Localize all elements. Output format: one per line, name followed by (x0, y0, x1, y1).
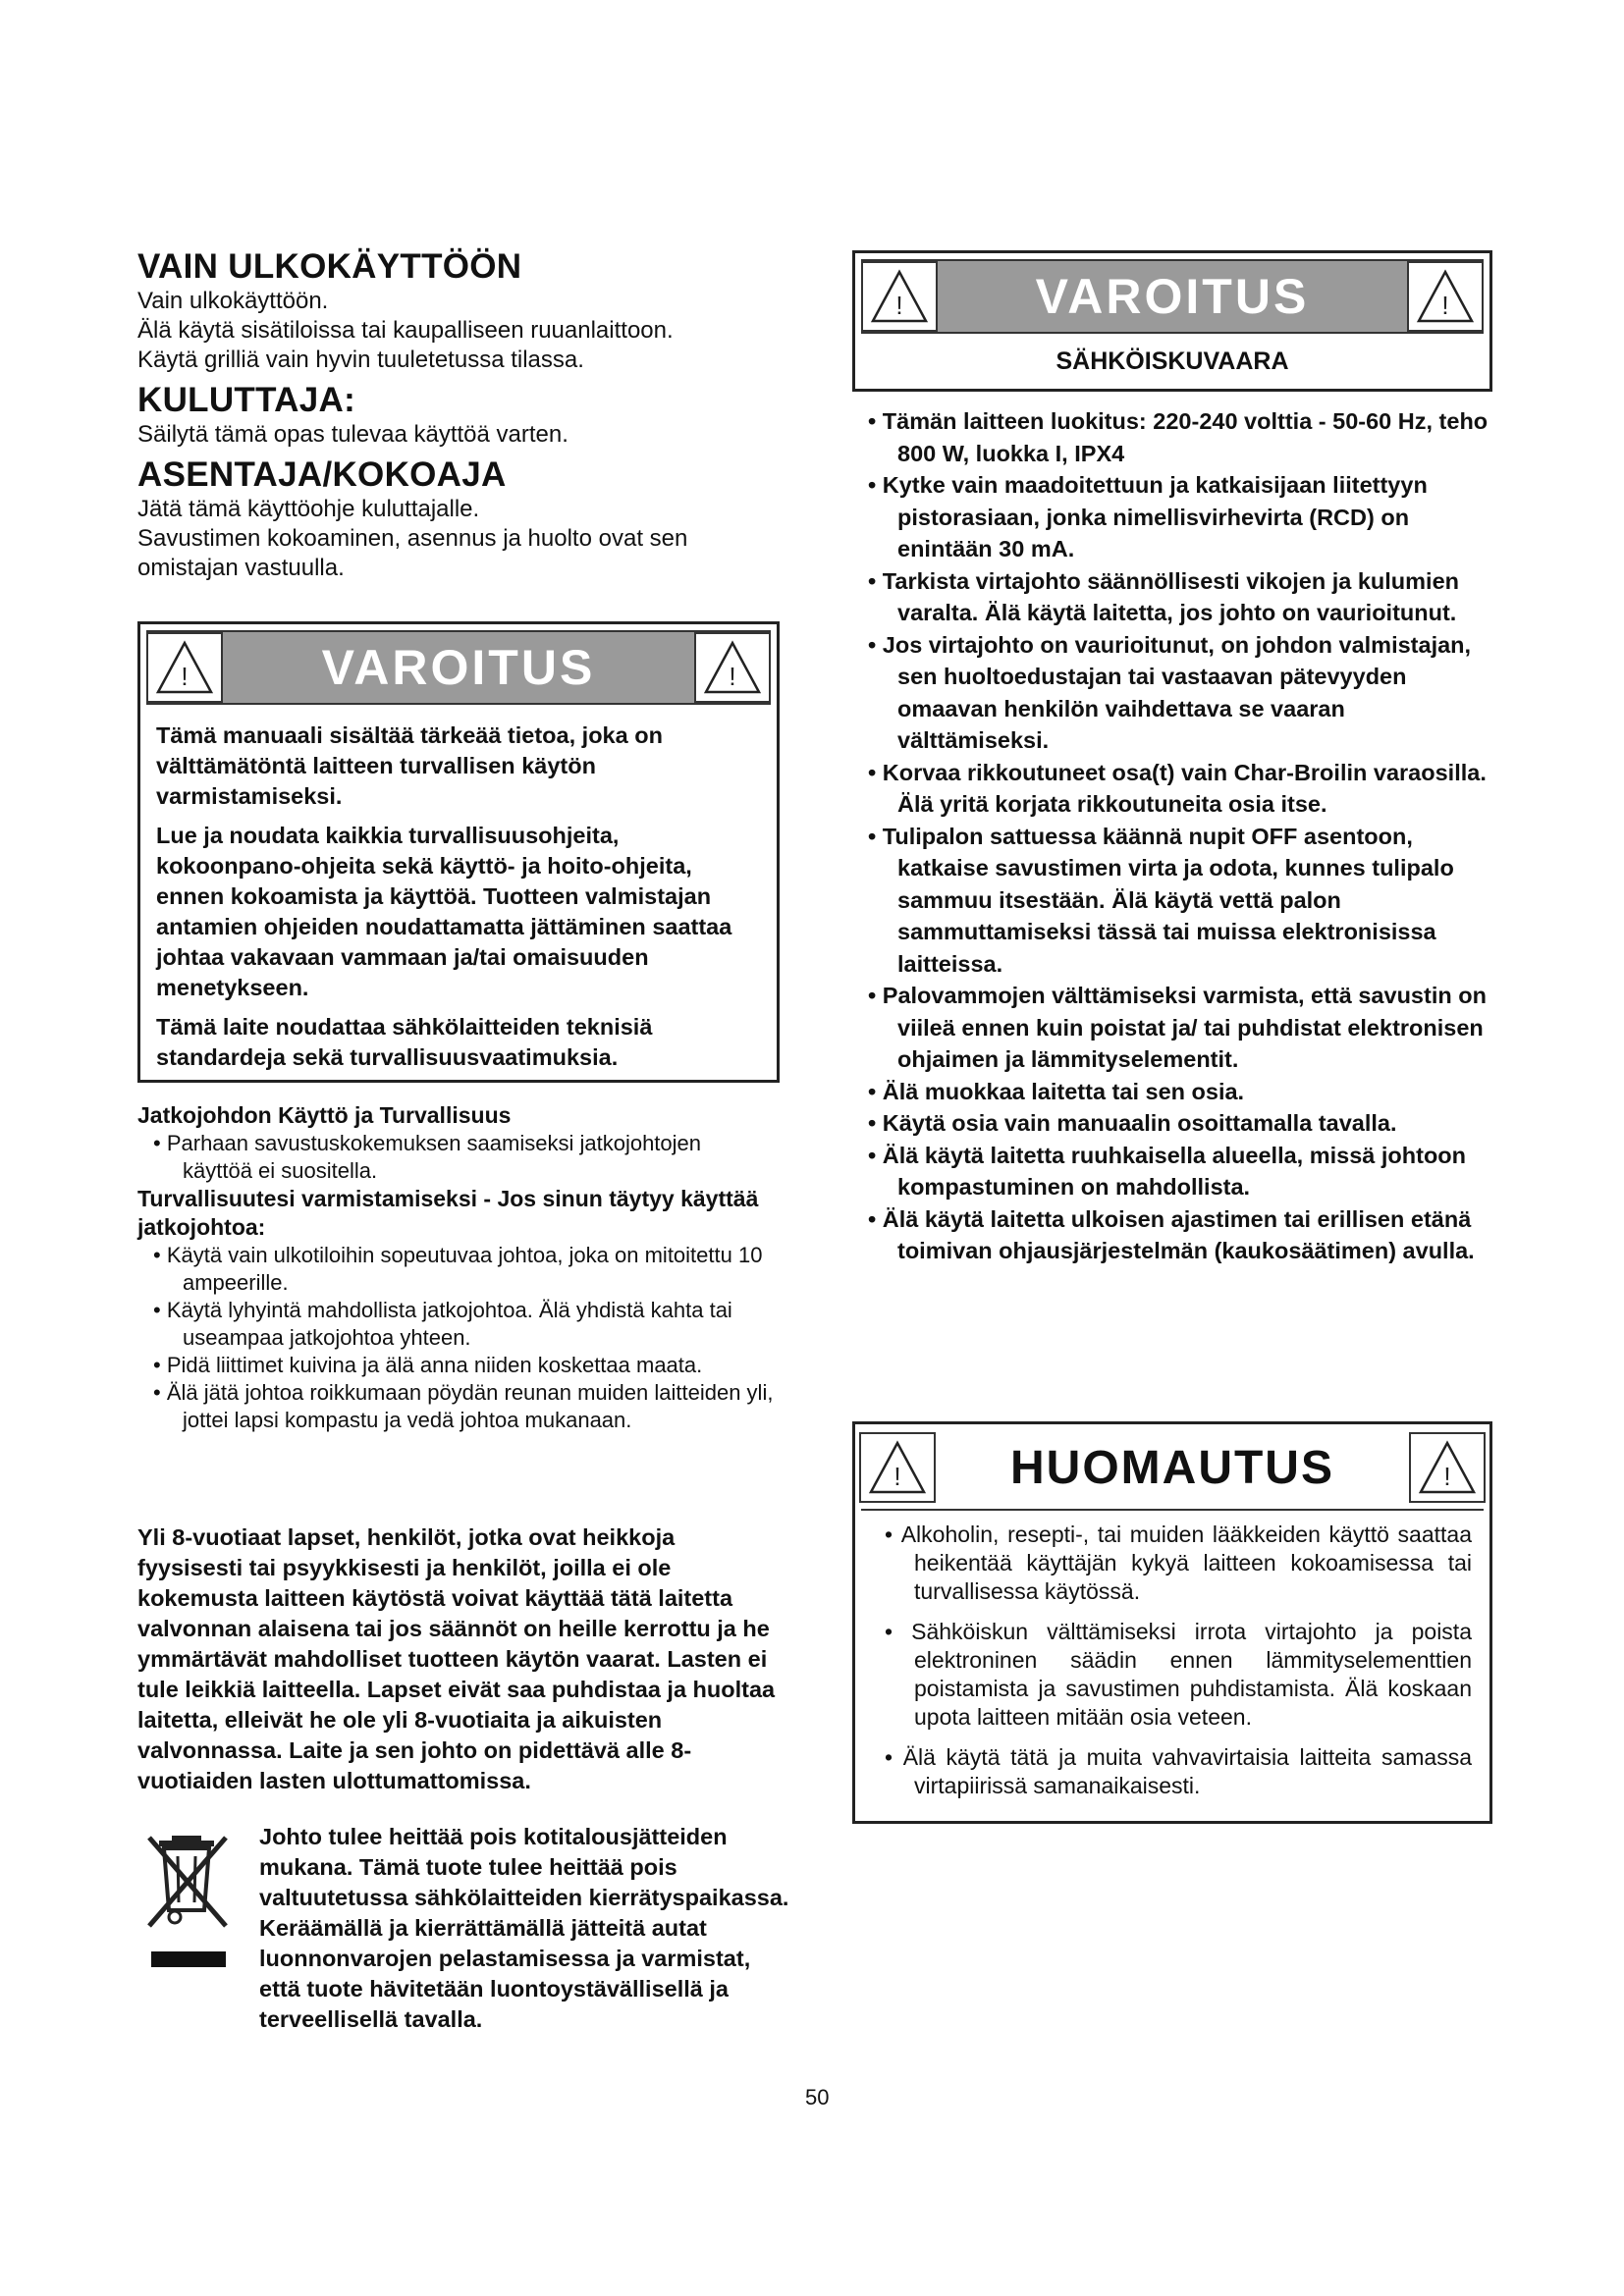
list-item: • Sähköiskun välttämiseksi irrota virtajohto ja poista elektroninen säädin ennen lämmityselementtien poistamista ja savustimen puhdistamista. Älä koskaan upota laitteen mitään osia veteen. (885, 1619, 1472, 1730)
weee-bin-icon (145, 1824, 230, 1973)
list-item: • Älä jätä johtoa roikkumaan pöydän reunan muiden laitteiden yli, jottei lapsi kompastu ja vedä johtoa mukanaan. (153, 1380, 774, 1432)
warning-title: VAROITUS (1035, 269, 1310, 324)
warning-triangle-icon (861, 261, 938, 332)
list-item: • Jos virtajohto on vaurioitunut, on johdon valmistajan, sen huoltoedustajan tai vastaavan pätevyyden omaavan henkilön vaihdettava se vaaran välttämiseksi. (868, 631, 1472, 753)
svg-text:!: ! (895, 291, 903, 320)
list-item: • Kytke vain maadoitettuun ja katkaisijaan liitettyyn pistorasiaan, jonka nimellisvirhevirta (RCD) on enintään 30 mA. (868, 472, 1428, 561)
consumer-line-1: Säilytä tämä opas tulevaa käyttöä varten. (137, 421, 568, 448)
list-item: • Pidä liittimet kuivina ja älä anna niiden koskettaa maata. (153, 1353, 703, 1377)
warning-banner (146, 630, 771, 705)
notice-title: HUOMAUTUS (1010, 1441, 1334, 1494)
warning-triangle-icon (1409, 1432, 1486, 1503)
notice-box (852, 1421, 1492, 1824)
warning-banner (861, 259, 1484, 334)
section-title-outdoor: VAIN ULKOKÄYTTÖÖN (137, 247, 522, 286)
list-item: • Älä käytä tätä ja muita vahvavirtaisia laitteita samassa virtapiirissä samanaikaisesti. (885, 1744, 1472, 1798)
list-item: • Parhaan savustuskokemuksen saamiseksi jatkojohtojen käyttöä ei suositella. (153, 1131, 702, 1183)
list-item: • Tarkista virtajohto säännöllisesti vikojen ja kulumien varalta. Älä käytä laitetta, jos johto on vaurioitunut. (868, 567, 1460, 625)
list-item: • Tämän laitteen luokitus: 220-240 volttia - 50-60 Hz, teho 800 W, luokka I, IPX4 (868, 408, 1489, 466)
warning-paragraph-2: Lue ja noudata kaikkia turvallisuusohjeita, kokoonpano-ohjeita sekä käyttö- ja hoito-ohjeita, ennen kokoamista ja käyttöä. Tuotteen valmistajan antamien ohjeiden noudattamatta jättäminen saattaa johtaa vakavaan vammaan ja/tai omaisuuden menetykseen. (156, 823, 732, 1000)
list-item: • Älä käytä laitetta ulkoisen ajastimen tai erillisen etänä toimivan ohjausjärjestelmän (kaukosäätimen) avulla. (868, 1205, 1475, 1263)
section-title-consumer: KULUTTAJA: (137, 381, 356, 419)
svg-text:!: ! (729, 662, 736, 691)
extension-subtitle: Turvallisuutesi varmistamiseksi - Jos sinun täytyy käyttää jatkojohtoa: (137, 1186, 759, 1240)
electric-safety-list (852, 405, 1490, 1267)
warning-triangle-icon (859, 1432, 936, 1503)
warning-box-manual (137, 621, 780, 1083)
children-warning-paragraph: Yli 8-vuotiaat lapset, henkilöt, jotka ovat heikkoja fyysisesti tai psyykkisesti ja henkilöt, joilla ei ole kokemusta laitteen käytöstä voivat käyttää tätä laitetta valvonnan alaisena tai jos säännöt on heille kerrottu ja he ymmärtävät mahdolliset tuotteen käytön vaarat. Lasten ei tule leikkiä laitteella. Lapset eivät saa puhdistaa ja huoltaa laitetta, elleivät he ole yli 8-vuotiaita ja aikuisten valvonnassa. Laite ja sen johto on pidettävä alle 8-vuotiaiden lasten ulottumattomissa. (137, 1524, 776, 1793)
installer-line-1: Jätä tämä käyttöohje kuluttajalle. (137, 496, 480, 522)
list-item: • Alkoholin, resepti-, tai muiden lääkkeiden käyttö saattaa heikentää käyttäjän kykyä laitteen kokoamisessa tai turvallisessa käytössä. (885, 1522, 1472, 1604)
svg-text:!: ! (893, 1462, 901, 1491)
outdoor-line-3: Käytä grilliä vain hyvin tuuletetussa tilassa. (137, 347, 584, 373)
page-number: 50 (805, 2085, 830, 2109)
warning-triangle-icon (694, 632, 771, 703)
left-column (137, 247, 776, 583)
weee-disposal-text: Johto tulee heittää pois kotitalousjätteiden mukana. Tämä tuote tulee heittää pois valtuutetussa sähkölaitteiden kierrätyspaikassa. Keräämällä ja kierrättämällä jätteitä autat luonnonvarojen pelastamisessa ja varmistat, että tuote hävitetään luontoystävällisellä ja terveellisellä tavalla. (259, 1824, 789, 2032)
warning-triangle-icon (146, 632, 223, 703)
list-item: • Palovammojen välttämiseksi varmista, että savustin on viileä ennen kuin poistat ja/ tai puhdistat elektronisen ohjaimen ja lämmityselementit. (868, 983, 1487, 1072)
notice-banner (861, 1432, 1484, 1503)
electric-shock-subtitle: SÄHKÖISKUVAARA (1056, 347, 1289, 375)
installer-line-2: Savustimen kokoaminen, asennus ja huolto ovat sen omistajan vastuulla. (137, 525, 688, 581)
warning-paragraph-3: Tämä laite noudattaa sähkölaitteiden teknisiä standardeja sekä turvallisuusvaatimuksia. (156, 1014, 653, 1070)
extension-title: Jatkojohdon Käyttö ja Turvallisuus (137, 1102, 512, 1128)
warning-box-electric (852, 250, 1492, 392)
svg-text:!: ! (181, 662, 189, 691)
extension-cord-section (137, 1100, 776, 1434)
list-item: • Käytä lyhyintä mahdollista jatkojohtoa. Älä yhdistä kahta tai useampaa jatkojohtoa yhteen. (153, 1298, 732, 1350)
warning-triangle-icon (1407, 261, 1484, 332)
section-title-installer: ASENTAJA/KOKOAJA (137, 455, 507, 494)
svg-text:!: ! (1443, 1462, 1451, 1491)
list-item: • Älä muokkaa laitetta tai sen osia. (868, 1078, 1245, 1104)
list-item: • Käytä vain ulkotiloihin sopeutuvaa johtoa, joka on mitoitettu 10 ampeerille. (153, 1243, 763, 1295)
svg-text:!: ! (1441, 291, 1449, 320)
list-item: • Korvaa rikkoutuneet osa(t) vain Char-Broilin varaosilla. Älä yritä korjata rikkoutuneita osia itse. (868, 759, 1487, 817)
list-item: • Tulipalon sattuessa käännä nupit OFF asentoon, katkaise savustimen virta ja odota, kunnes tulipalo sammuu itsestään. Älä käytä vettä palon sammuttamiseksi tässä tai muissa elektronisissa laitteissa. (868, 823, 1454, 977)
outdoor-line-2: Älä käytä sisätiloissa tai kaupalliseen ruuanlaittoon. (137, 317, 674, 344)
warning-paragraph-1: Tämä manuaali sisältää tärkeää tietoa, joka on välttämätöntä laitteen turvallisen käytön varmistamiseksi. (156, 722, 663, 809)
list-item: • Älä käytä laitetta ruuhkaisella alueella, missä johtoon kompastuminen on mahdollista. (868, 1142, 1467, 1200)
warning-title: VAROITUS (321, 640, 596, 695)
outdoor-line-1: Vain ulkokäyttöön. (137, 288, 329, 314)
list-item: • Käytä osia vain manuaalin osoittamalla tavalla. (868, 1110, 1397, 1136)
